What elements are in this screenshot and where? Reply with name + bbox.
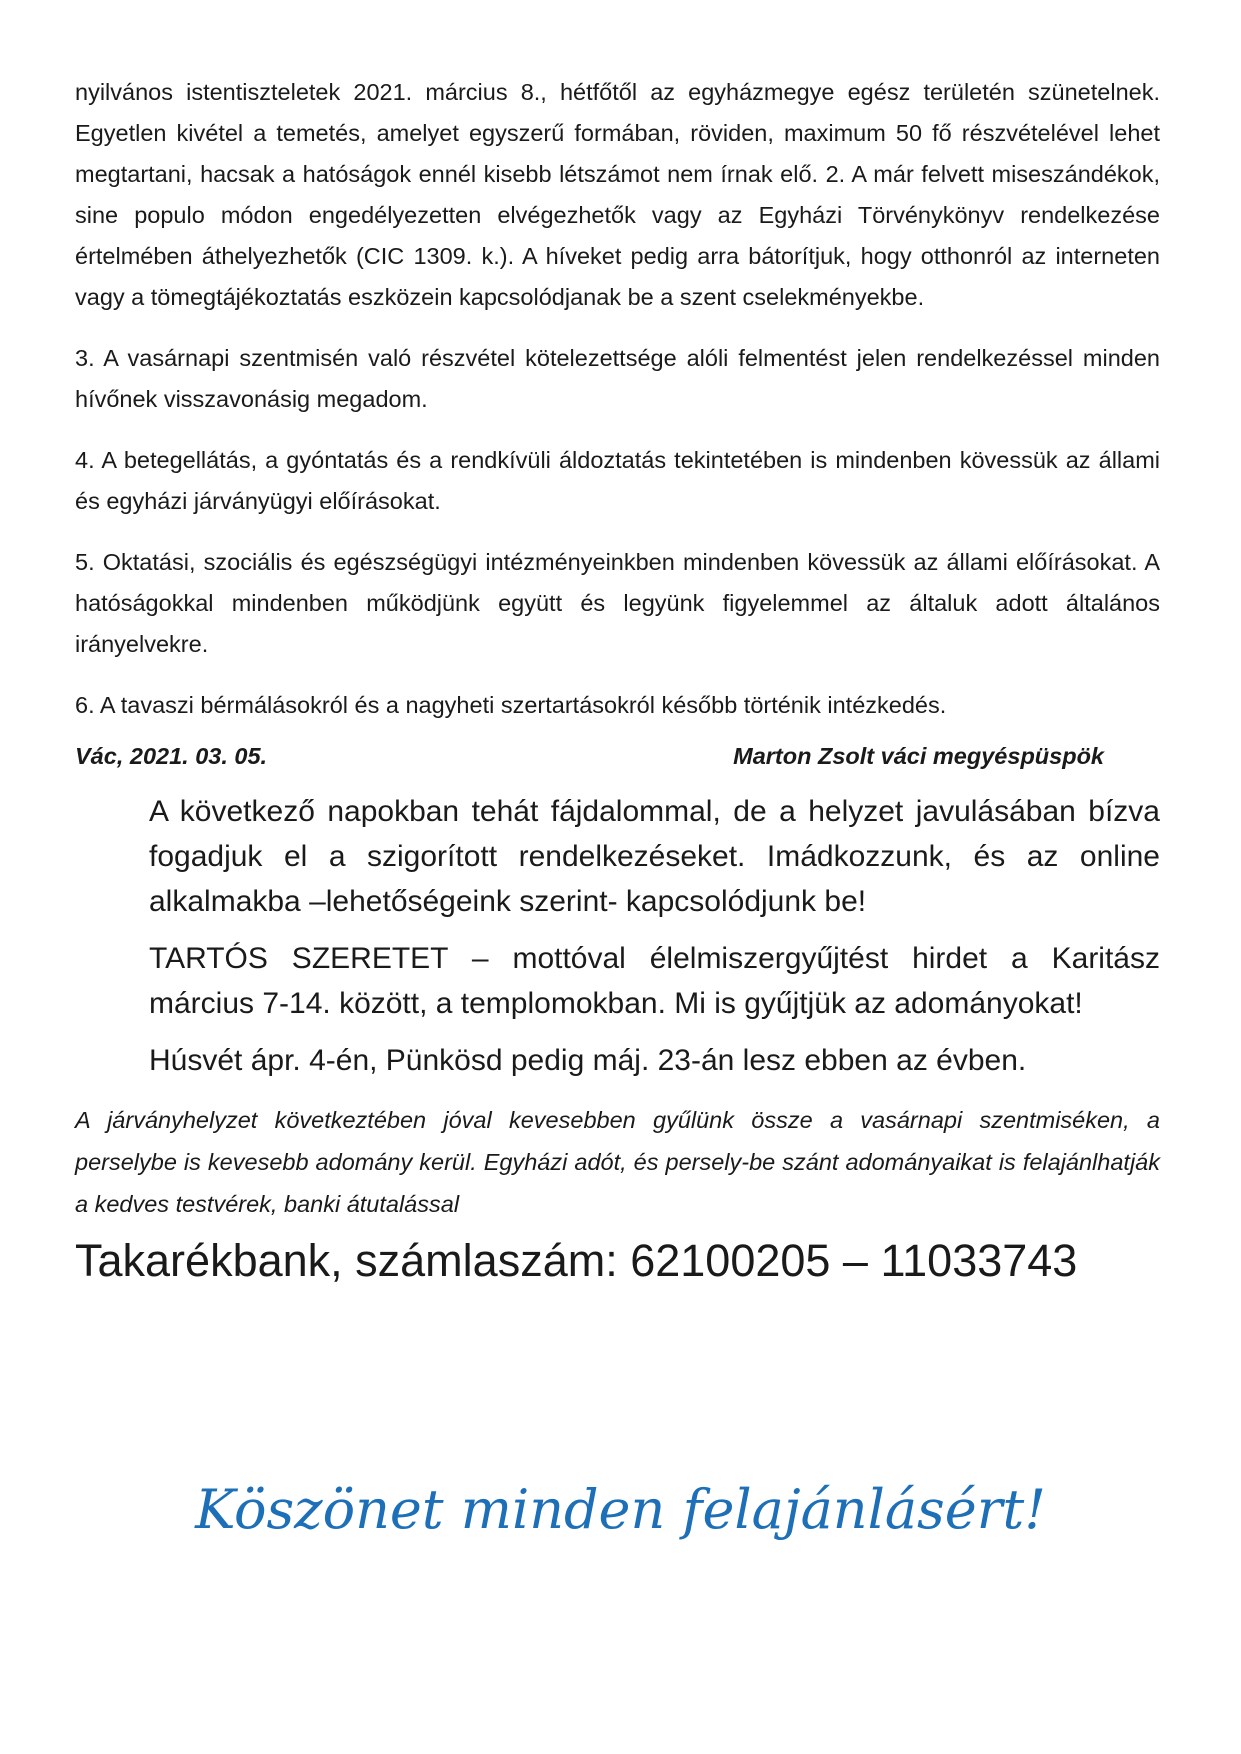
announcements-block (149, 789, 1160, 1083)
place-date: Vác, 2021. 03. 05. (75, 743, 268, 769)
point-6-paragraph: 6. A tavaszi bérmálásokról és a nagyheti szertartásokról később történik intézkedés. (75, 692, 947, 718)
point-3-paragraph: 3. A vasárnapi szentmisén való részvétel kötelezettsége alóli felmentést jelen rendelkezéssel minden hívőnek visszavonásig megadom. (75, 345, 1160, 412)
announcement-prayer: A következő napokban tehát fájdalommal, de a helyzet javulásában bízva fogadjuk el a szigorított rendelkezéseket. Imádkozzunk, és az online alkalmakba –lehetőségeink szerint- kapcsolódjunk be! (149, 795, 1160, 918)
thanks-heading: Köszönet minden felajánlásért! (195, 1478, 1046, 1541)
point-4-paragraph: 4. A betegellátás, a gyóntatás és a rendkívüli áldoztatás tekintetében is mindenben kövessük az állami és egyházi járványügyi előírásokat. (75, 447, 1160, 514)
document-page (75, 72, 1160, 1291)
point-5-paragraph: 5. Oktatási, szociális és egészségügyi intézményeinkben mindenben kövessük az állami előírásokat. A hatóságokkal mindenben működjünk együtt és legyünk figyelemmel az általuk adott általános irányelvekre. (75, 549, 1160, 657)
donation-appeal: A járványhelyzet következtében jóval kevesebben gyűlünk össze a vasárnapi szentmiséken, a perselybe is kevesebb adomány kerül. Egyházi adót, és persely-be szánt adományaikat is felajánlhatják a kedves testvérek, banki átutalással (75, 1107, 1160, 1217)
author-name: Marton Zsolt váci megyéspüspök (733, 743, 1104, 769)
intro-paragraph: nyilvános istentiszteletek 2021. március 8., hétfőtől az egyházmegye egész területén szünetelnek. Egyetlen kivétel a temetés, amelyet egyszerű formában, röviden, maximum 50 fő részvételével lehet megtartani, hacsak a hatóságok ennél kisebb létszámot nem írnak elő. 2. A már felvett miseszándékok, sine populo módon engedélyezetten elvégezhetők vagy az Egyházi Törvénykönyv rendelkezése értelmében áthelyezhetők (CIC 1309. k.). A híveket pedig arra bátorítjuk, hogy otthonról az interneten vagy a tömegtájékoztatás eszközein kapcsolódjanak be a szent cselekményekbe. (75, 79, 1160, 310)
announcement-food-drive: TARTÓS SZERETET – mottóval élelmiszergyűjtést hirdet a Karitász március 7-14. között, a templomokban. Mi is gyűjtjük az adományokat! (149, 942, 1160, 1020)
signature-line (75, 736, 1160, 777)
bank-account-line: Takarékbank, számlaszám: 62100205 – 11033743 (75, 1235, 1078, 1286)
announcement-holidays: Húsvét ápr. 4-én, Pünkösd pedig máj. 23-án lesz ebben az évben. (149, 1044, 1027, 1077)
